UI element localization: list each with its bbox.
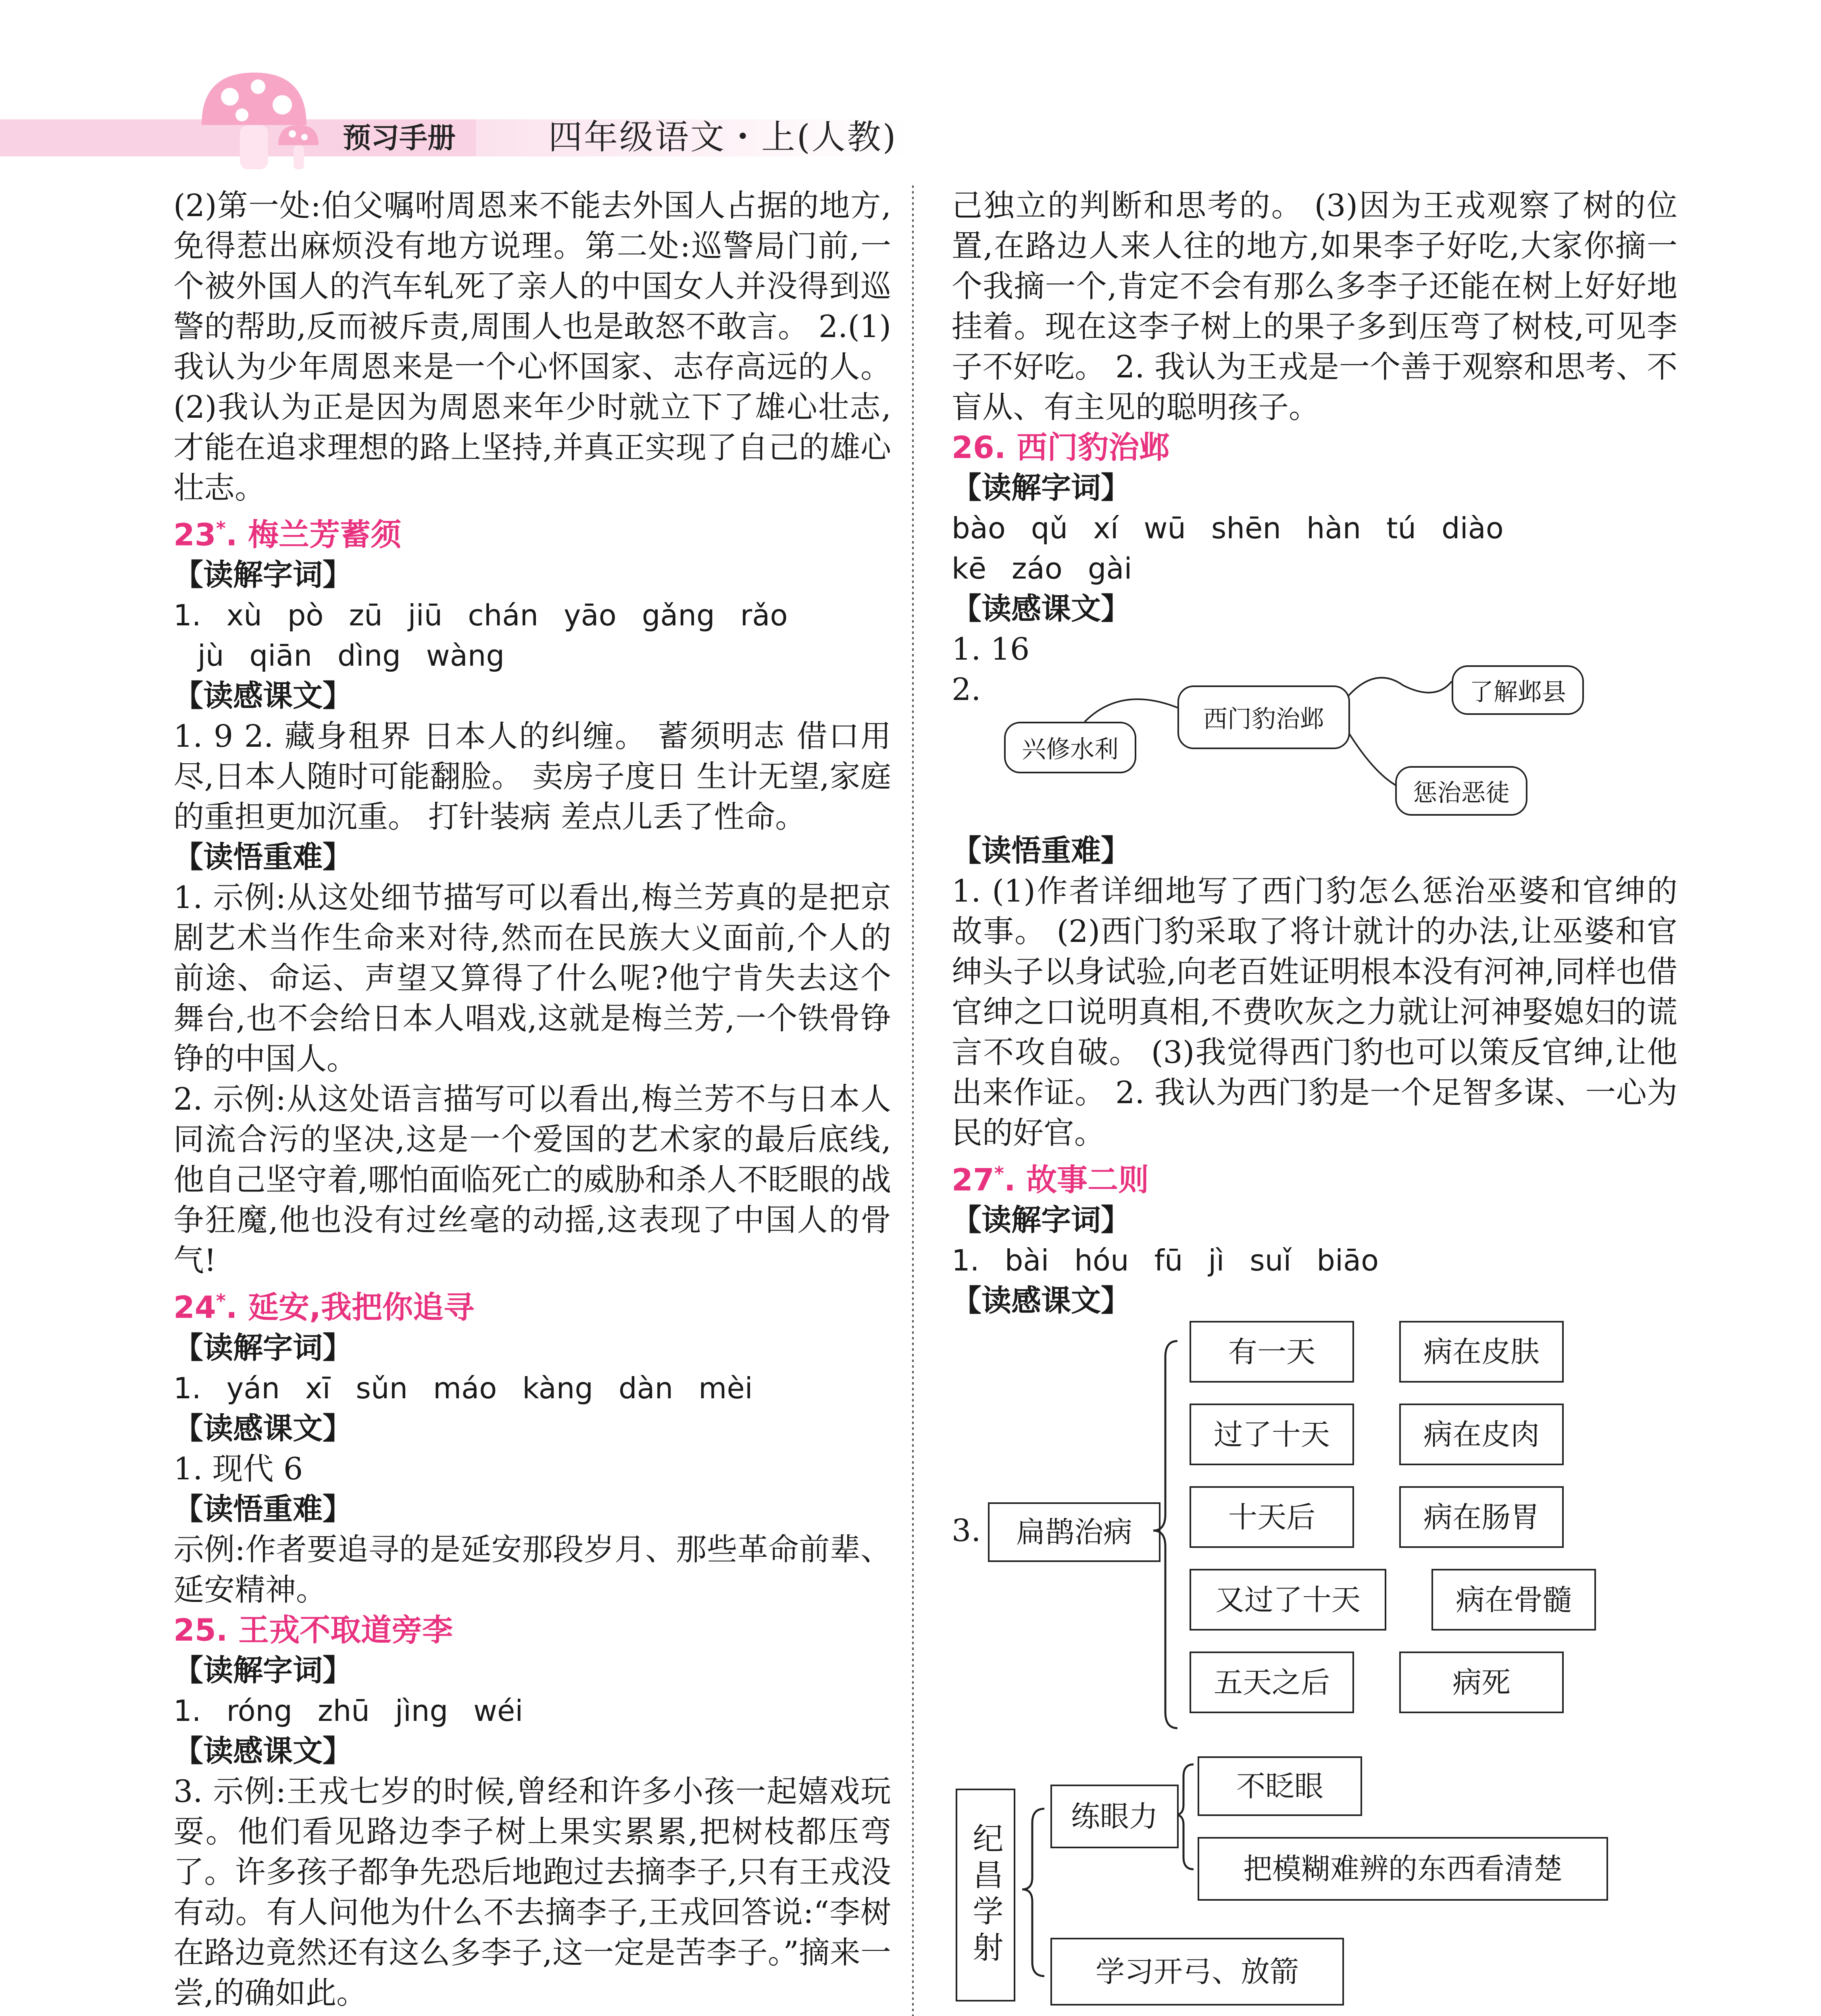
mind-map [952,669,1677,831]
chart-branch-box: 练眼力 [1050,1785,1179,1848]
mind-map-center: 西门豹治邺 [1177,685,1350,749]
pinyin-line: 1. xù pò zū jiū chán yāo gǎng rǎo [173,598,788,633]
header-title: 四年级语文・上(人教) [548,117,898,157]
subheading: 【读解字词】 [173,558,352,593]
chart-label: 3. [952,1512,981,1549]
section-number: 27 [952,1162,994,1198]
subheading [952,2014,1677,2016]
mind-map-node-top-right: 了解邺县 [1452,665,1584,715]
subheading [173,2013,891,2016]
section-number: 23 [173,516,216,553]
subheading: 【读解字词】 [173,1653,352,1688]
pinyin-line: kē záo gài [952,552,1132,585]
answer-paragraph: 己独立的判断和思考的。 (3)因为王戎观察了树的位置,在路边人来人往的地方,如果李子好吃,大家你摘一个我摘一个,肯定不会有那么多李子还能在树上好好地挂着。现在这李子树上的果子多到压弯了树枝,可见李子不好吃。 2. 我认为王戎是一个善于观察和思考、不盲从、有主见的聪明孩子。 [952,187,1677,425]
answer-paragraph: 2. 示例:从这处语言描写可以看出,梅兰芳不与日本人同流合污的坚决,这是一个爱国的艺术家的最后底线,他自己坚守着,哪怕面临死亡的威胁和杀人不眨眼的战争狂魔,他也没有过丝毫的动摇,这表现了中国人的骨气! [173,1081,891,1279]
chart-root: 扁鹊治病 [988,1502,1161,1562]
answer-paragraph: 1. 示例:从这处细节描写可以看出,梅兰芳真的是把京剧艺术当作生命来对待,然而在民族大义面前,个人的前途、命运、声望又算得了什么呢?他宁肯失去这个舞台,也不会给日本人唱戏,这就是梅兰芳,一个铁骨铮铮的中国人。 [173,879,891,1077]
chart-time-box: 又过了十天 [1190,1569,1386,1631]
column-divider [912,185,914,2016]
subheading: 【读悟重难】 [952,833,1131,868]
mushroom-icon [194,65,327,177]
subheading: 【读悟重难】 [173,1491,352,1527]
right-column [952,185,1677,2016]
pinyin-line: bào qǔ xí wū shēn hàn tú diào [952,511,1504,545]
chart-state-box: 病在皮肉 [1399,1404,1564,1465]
chart-time-box: 十天后 [1190,1486,1354,1548]
pinyin-line: jù qiān dìng wàng [198,639,505,673]
subheading: 【读解字词】 [952,471,1131,505]
chart-time-box: 过了十天 [1190,1404,1354,1465]
section-heading-23 [173,508,891,555]
chart-leaf-box: 把模糊难辨的东西看清楚 [1198,1837,1608,1901]
mind-map-node-left: 兴修水利 [1004,722,1136,773]
subheading: 【读感课文】 [173,679,352,714]
answer-paragraph: 1. 现代 6 [173,1450,303,1487]
section-title: . 王戎不取道旁李 [216,1612,453,1648]
mind-map-node-bottom-right: 惩治恶徒 [1395,766,1527,816]
pinyin-line: 1. yán xī sǔn máo kàng dàn mèi [173,1371,753,1405]
answer-paragraph: 示例:作者要追寻的是延安那段岁月、那些革命前辈、延安精神。 [173,1531,891,1608]
chart-state-box: 病在皮肤 [1399,1321,1564,1383]
chart-branch-box: 学习开弓、放箭 [1050,1938,1344,2006]
mind-map-label: 2. [952,671,981,707]
answer-paragraph: (2)第一处:伯父嘱咐周恩来不能去外国人占据的地方,免得惹出麻烦没有地方说理。第二处:巡警局门前,一个被外国人的汽车轧死了亲人的中国女人并没得到巡警的帮助,反而被斥责,周围人也是敢怒不敢言。 2.(1)我认为少年周恩来是一个心怀国家、志存高远的人。 (2)我认为正是因为周恩来年少时就立下了雄心壮志,才能在追求理想的路上坚持,并真正实现了自己的雄心壮志。 [173,187,891,506]
section-star: * [994,1162,1004,1184]
section-heading-27 [952,1153,1677,1200]
header-tag: 预习手册 [343,121,456,154]
jichang-chart [952,1756,1677,2014]
section-title: . 西门豹治邺 [994,429,1170,465]
section-title: . 延安,我把你追寻 [225,1289,475,1325]
answer-paragraph: 1. 9 2. 藏身租界 日本人的纠缠。 蓄须明志 借口用尽,日本人随时可能翻脸。 卖房子度日 生计无望,家庭的重担更加沉重。 打针装病 差点儿丢了性命。 [173,718,891,835]
section-heading-25 [173,1610,891,1650]
section-number: 24 [173,1289,216,1325]
subheading: 【读感课文】 [173,1411,352,1446]
section-heading-24 [173,1281,891,1327]
section-star: * [216,1290,226,1312]
subheading: 【读解字词】 [952,1203,1131,1238]
chart-time-box: 有一天 [1190,1321,1354,1383]
chart-root-text: 纪昌学射 [968,1822,1004,1968]
chart-time-box: 五天之后 [1190,1652,1354,1713]
subheading: 【读解字词】 [173,1330,352,1365]
chart-leaf-box: 不眨眼 [1198,1756,1362,1816]
section-heading-26 [952,427,1677,468]
chart-state-box: 病在骨髓 [1431,1569,1596,1631]
section-title: . 梅兰芳蓄须 [225,516,402,553]
bianque-chart [952,1321,1677,1756]
section-title: . 故事二则 [1004,1162,1149,1198]
pinyin-line: 1. bài hóu fū jì suǐ biāo [952,1243,1379,1278]
chart-state-box: 病死 [1399,1652,1564,1713]
subheading: 【读悟重难】 [173,840,352,875]
answer-paragraph: 3. 示例:王戎七岁的时候,曾经和许多小孩一起嬉戏玩耍。他们看见路边李子树上果实累累,把树枝都压弯了。许多孩子都争先恐后地跑过去摘李子,只有王戎没有动。有人问他为什么不去摘李子,王戎回答说:“李树在路边竟然还有这么多李子,这一定是苦李子。”摘来一尝,的确如此。 [173,1773,891,2011]
chart-state-box: 病在肠胃 [1399,1486,1564,1548]
answer-paragraph: 1. 16 [952,631,1030,667]
pinyin-line: 1. róng zhū jìng wéi [173,1693,523,1728]
section-number: 25 [173,1612,216,1648]
section-number: 26 [952,429,994,465]
section-star: * [216,517,226,539]
left-column [173,185,891,2016]
subheading: 【读感课文】 [952,1283,1131,1318]
answer-paragraph: 1. (1)作者详细地写了西门豹怎么惩治巫婆和官绅的故事。 (2)西门豹采取了将计就计的办法,让巫婆和官绅头子以身试验,向老百姓证明根本没有河神,同样也借官绅之口说明真相,不费吹灰之力就让河神娶媳妇的谎言不攻自破。 (3)我觉得西门豹也可以策反官绅,让他出来作证。 2. 我认为西门豹是一个足智多谋、一心为民的好官。 [952,873,1677,1151]
subheading: 【读感课文】 [952,591,1131,626]
subheading: 【读感课文】 [173,1733,352,1768]
